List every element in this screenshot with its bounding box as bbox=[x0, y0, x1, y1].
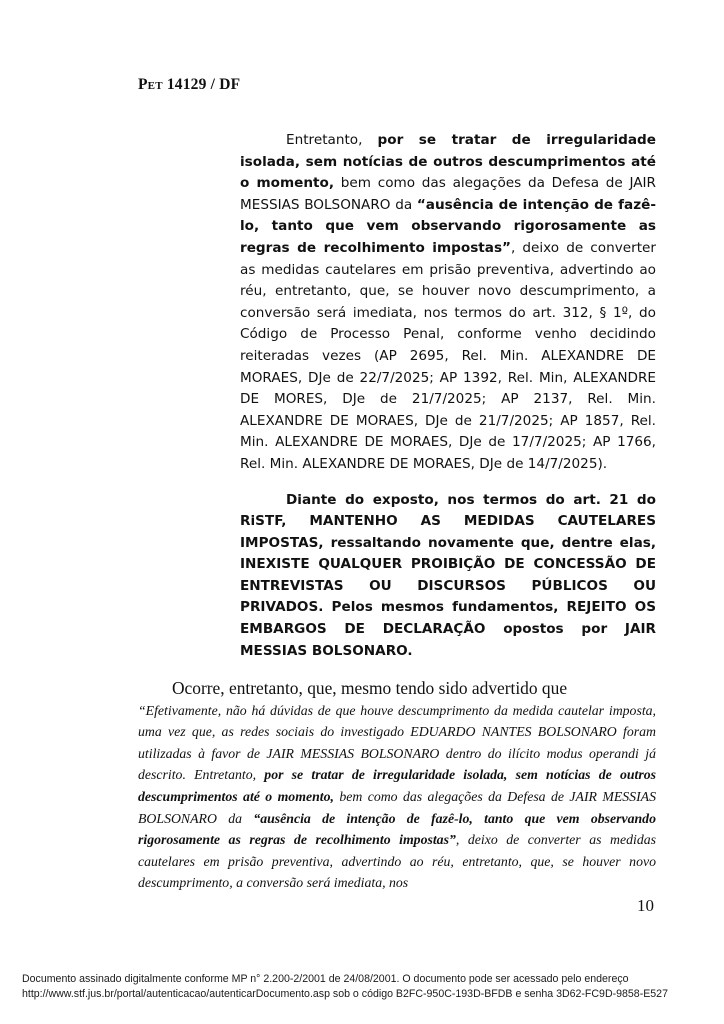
footer-verification-link[interactable]: http://www.stf.jus.br/portal/autenticacao/autenticarDocumento.asp sob o código B2FC-950C-193D-BFDB e senha 3D62-FC9D-9858-E527 bbox=[22, 988, 668, 1000]
main-quote bbox=[138, 700, 656, 894]
signature-footer bbox=[22, 972, 712, 1002]
indented-paragraph-1 bbox=[240, 130, 656, 476]
footer-line-1: Documento assinado digitalmente conforme MP n° 2.200-2/2001 de 24/08/2001. O documento pode ser acessado pelo endereço bbox=[22, 973, 629, 985]
p1-bold-2: “ausência de intenção de fazê-lo, tanto que vem observando rigorosamente as regras de recolhimento impostas” bbox=[240, 196, 656, 256]
quote-bold-2: “ausência de intenção de fazê-lo, tanto que vem observando rigorosamente as regras de recolhimento impostas” bbox=[138, 810, 656, 848]
page-number: 10 bbox=[637, 896, 654, 915]
p1-text-1: Entretanto, bbox=[286, 132, 378, 148]
quote-text-2: bem como das alegações da Defesa de JAIR MESSIAS BOLSONARO da bbox=[138, 788, 656, 826]
p1-text-2: bem como das alegações da Defesa de JAIR MESSIAS BOLSONARO da bbox=[240, 175, 656, 213]
main-paragraph bbox=[138, 678, 656, 894]
quote-text-1: “Efetivamente, não há dúvidas de que houve descumprimento da medida cautelar imposta, uma vez que, as redes sociais do investigado EDUARDO NANTES BOLSONARO foram utilizadas à favor de JAIR MESSIAS BOLSONARO dentro do ilícito modus operandi já descrito. Entretanto, bbox=[138, 702, 656, 783]
quote-text-3: , deixo de converter as medidas cautelares em prisão preventiva, advertindo ao réu, entretanto, que, se houver novo descumprimento, a conversão será imediata, nos bbox=[138, 832, 656, 891]
indented-citation-block bbox=[240, 130, 656, 662]
case-header bbox=[138, 76, 240, 94]
quote-bold-1: por se tratar de irregularidade isolada, sem notícias de outros descumprimentos até o momento, bbox=[138, 767, 657, 804]
main-lead-line: Ocorre, entretanto, que, mesmo tendo sido advertido que bbox=[172, 678, 568, 698]
case-number: 14129 / DF bbox=[166, 76, 241, 93]
p1-text-3: , deixo de converter as medidas cautelares em prisão preventiva, advertindo ao réu, entretanto, que, se houver novo descumprimento, a conversão será imediata, nos termos do art. 312, § 1º, do Código de Processo Penal, conforme venho decidindo reiteradas vezes (AP 2695, Rel. Min. ALEXANDRE DE MORAES, DJe de 22/7/2025; AP 1392, Rel. Min, ALEXANDRE DE MORES, DJe de 21/7/2025; AP 2137, Rel. Min. ALEXANDRE DE MORAES, DJe de 21/7/2025; AP 1857, Rel. Min. ALEXANDRE DE MORAES, DJe de 17/7/2025; AP 1766, Rel. Min. ALEXANDRE DE MORAES, DJe de 14/7/2025). bbox=[240, 239, 656, 472]
p1-bold-1: por se tratar de irregularidade isolada, sem notícias de outros descumprimentos até o momento, bbox=[240, 132, 656, 192]
indented-paragraph-2: Diante do exposto, nos termos do art. 21 do RiSTF, MANTENHO AS MEDIDAS CAUTELARES IMPOSTAS, ressaltando novamente que, dentre elas, INEXISTE QUALQUER PROIBIÇÃO DE CONCESSÃO DE ENTREVISTAS OU DISCURSOS PÚBLICOS OU PRIVADOS. Pelos mesmos fundamentos, REJEITO OS EMBARGOS DE DECLARAÇÃO opostos por JAIR MESSIAS BOLSONARO. bbox=[240, 491, 656, 659]
case-prefix: Pet bbox=[138, 76, 163, 93]
